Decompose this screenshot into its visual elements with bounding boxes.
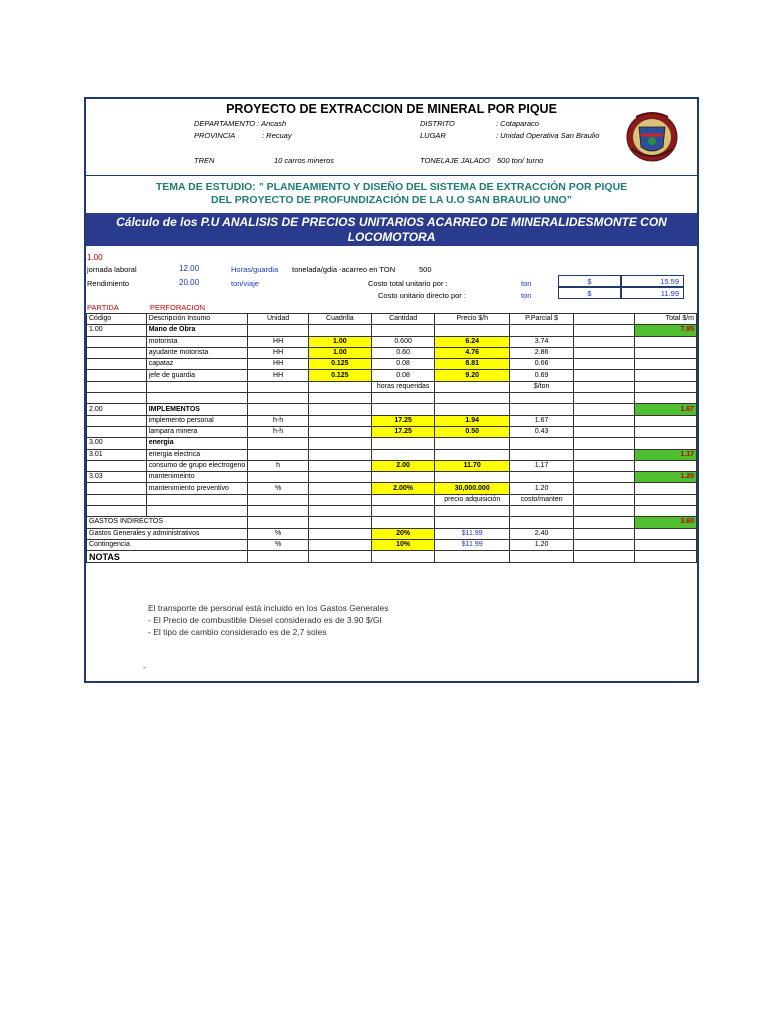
row-unit: h (248, 460, 309, 471)
costo-manten: costo/manten (509, 494, 573, 505)
row-cantidad: 0.600 (371, 336, 435, 347)
row-cantidad: 0.08 (371, 370, 435, 381)
row-unit: HH (248, 370, 309, 381)
row-cantidad: 20% (371, 528, 435, 539)
row-unit: % (248, 528, 309, 539)
table-row (87, 494, 697, 505)
row-cuadrilla: 0.125 (308, 359, 371, 370)
table-header-row (87, 314, 697, 325)
table-row (87, 528, 697, 539)
table-row (87, 336, 697, 347)
row-parcial: 0.43 (509, 426, 573, 437)
provincia-label: PROVINCIA (194, 131, 236, 140)
row-cantidad: 0.08 (371, 359, 435, 370)
header-precio: Precio $/h (435, 314, 509, 325)
rendimiento-unit: ton/viaje (231, 279, 259, 288)
row-cantidad: 17.25 (371, 426, 435, 437)
row-unit: HH (248, 336, 309, 347)
row-desc: capataz (146, 359, 248, 370)
row-unit: HH (248, 347, 309, 358)
jornada-value: 12.00 (179, 264, 200, 273)
tonelada-value: 500 (419, 265, 432, 274)
divider (86, 175, 697, 176)
row-precio: 11.70 (435, 460, 509, 471)
distrito-value: : Cotaparaco (496, 119, 539, 128)
row-cuadrilla: 1.00 (308, 336, 371, 347)
section-gastos-indirectos: GASTOS INDIRECTOS (87, 517, 248, 528)
costo-total-label: Costo total unitario por : (368, 279, 448, 288)
row-desc: Contingencia (87, 539, 248, 550)
row-code: 3.03 (87, 472, 147, 483)
note-3: - El tipo de cambio considerado es de 2,7 soles (148, 627, 327, 637)
table-row (87, 404, 697, 415)
spreadsheet-sheet (84, 97, 699, 683)
row-precio: 1.94 (435, 415, 509, 426)
section-mano-obra: Mano de Obra (146, 325, 248, 336)
tema-line-1: TEMA DE ESTUDIO: " PLANEAMIENTO Y DISEÑO DEL SISTEMA DE EXTRACCIÓN POR PIQUE (155, 181, 628, 193)
section-implementos: IMPLEMENTOS (146, 404, 248, 415)
row-desc: lampara minera (146, 426, 248, 437)
row-desc: motorista (146, 336, 248, 347)
costo-total-unit: ton (521, 279, 532, 288)
horas-requeridas: horas requeridas (371, 381, 435, 392)
row-code: 1.00 (87, 325, 147, 336)
row-unit: % (248, 539, 309, 550)
university-crest-logo (626, 109, 678, 163)
table-row (87, 393, 697, 404)
row-parcial: 0.69 (509, 370, 573, 381)
tonelaje-label: TONELAJE JALADO (420, 156, 490, 165)
row-cantidad: 10% (371, 539, 435, 550)
tren-label: TREN (194, 156, 215, 165)
table-row (87, 460, 697, 471)
gastos-total: 3.60 (635, 517, 697, 528)
rendimiento-label: Rendimiento (87, 279, 130, 288)
cost-table (86, 313, 697, 563)
row-precio: $11.99 (435, 528, 509, 539)
row-code: 3.00 (87, 438, 147, 449)
row-precio: 4.76 (435, 347, 509, 358)
mano-obra-total: 7.95 (635, 325, 697, 336)
banner-line-2: LOCOMOTORA (347, 230, 436, 244)
section-energia: energia (146, 438, 248, 449)
row-cuadrilla: 1.00 (308, 347, 371, 358)
row-cantidad: 0.60 (371, 347, 435, 358)
row-parcial: 1.20 (509, 539, 573, 550)
departamento: DEPARTAMENTO : Ancash (194, 119, 287, 128)
row-precio: 0.50 (435, 426, 509, 437)
row-cuadrilla: 0.125 (308, 370, 371, 381)
costo-total-value: 15.59 (621, 275, 684, 287)
distrito-label: DISTRITO (420, 119, 455, 128)
rendimiento-value: 20.00 (179, 278, 200, 287)
project-title: PROYECTO DE EXTRACCION DE MINERAL POR PIQUE (226, 102, 557, 116)
row-desc: Gastos Generales y administrativos (87, 528, 248, 539)
banner-line-1: Cálculo de los P.U ANALISIS DE PRECIOS UNITARIOS ACARREO DE MINERALIDESMONTE CON (116, 215, 667, 229)
jornada-label: jornada laboral (87, 265, 137, 274)
costo-directo-value: 11.99 (621, 287, 684, 299)
tonelada-text: tonelada/gdia -acarreo en TON (292, 265, 396, 274)
row-parcial: 2.86 (509, 347, 573, 358)
costo-directo-currency: $ (558, 287, 621, 299)
energia-total: 1.17 (635, 449, 697, 460)
provincia-value: : Recuay (262, 131, 292, 140)
table-row (87, 449, 697, 460)
tema-line-2: DEL PROYECTO DE PROFUNDIZACIÓN DE LA U.O SAN BRAULIO UNO” (211, 194, 572, 206)
mantenimiento-total: 1.20 (635, 472, 697, 483)
jornada-unit: Horas/guardia (231, 265, 279, 274)
row-precio: 6.24 (435, 336, 509, 347)
table-row (87, 426, 697, 437)
row-desc: energia electrica (146, 449, 248, 460)
row-code: 2.00 (87, 404, 147, 415)
ston-label: $/ton (509, 381, 573, 392)
table-row (87, 415, 697, 426)
calculation-banner (86, 213, 697, 246)
header-empty (574, 314, 635, 325)
header-codigo: Código (87, 314, 147, 325)
tren-value: 10 carros mineros (274, 156, 335, 165)
row-parcial: 1.17 (509, 460, 573, 471)
header-unidad: Unidad (248, 314, 309, 325)
note-1: El transporte de personal está incluido en los Gastos Generales (148, 603, 389, 613)
row-parcial: 1.20 (509, 483, 573, 494)
header-cantidad: Cantidad (371, 314, 435, 325)
row-parcial: 0.66 (509, 359, 573, 370)
row-desc: ayudante motorista (146, 347, 248, 358)
header-descripcion: Descripción Insumo (146, 314, 248, 325)
partida-label: PARTIDA (87, 303, 119, 312)
table-row (87, 506, 697, 517)
implementos-total: 1.67 (635, 404, 697, 415)
table-row (87, 359, 697, 370)
precio-adquisicion: precio adquisición (435, 494, 509, 505)
row-unit: h-h (248, 426, 309, 437)
table-row (87, 539, 697, 550)
row-unit: HH (248, 359, 309, 370)
header-cuadrilla: Cuadrilla (308, 314, 371, 325)
partida-value: PERFORACION (150, 303, 206, 312)
table-row (87, 325, 697, 336)
row-desc: consumo de grupo electrogeno (146, 460, 248, 471)
row-desc: mantenimiento preventivo (146, 483, 248, 494)
row-precio: 8.81 (435, 359, 509, 370)
row-precio: 9.20 (435, 370, 509, 381)
item-number: 1.00 (87, 253, 103, 262)
row-parcial: 2.40 (509, 528, 573, 539)
row-precio: $11.99 (435, 539, 509, 550)
table-row (87, 483, 697, 494)
costo-total-currency: $ (558, 275, 621, 287)
tonelaje-value: 500 ton/ turno (497, 156, 544, 165)
dash-mark: - (143, 662, 146, 672)
header-total: Total $/m (635, 314, 697, 325)
lugar-label: LUGAR (420, 131, 446, 140)
table-row (87, 551, 697, 562)
table-row (87, 438, 697, 449)
table-row (87, 347, 697, 358)
table-row (87, 472, 697, 483)
row-cantidad: 2.00% (371, 483, 435, 494)
notas-label: NOTAS (87, 551, 248, 562)
costo-directo-unit: ton (521, 291, 532, 300)
row-cantidad: 2.00 (371, 460, 435, 471)
header-parcial: P.Parcial $ (509, 314, 573, 325)
row-parcial: 3.74 (509, 336, 573, 347)
row-code: 3.01 (87, 449, 147, 460)
lugar-value: : Unidad Operativa San Braulio (496, 131, 600, 140)
row-desc: mantenimeinto (146, 472, 248, 483)
row-unit: h-h (248, 415, 309, 426)
row-unit: % (248, 483, 309, 494)
costo-directo-label: Costo unitario directo por : (378, 291, 466, 300)
note-2: - El Precio de combustible Diesel considerado es de 3.90 $/Gl (148, 615, 382, 625)
row-desc: jefe de guardia (146, 370, 248, 381)
table-row (87, 517, 697, 528)
row-cantidad: 17.25 (371, 415, 435, 426)
table-row (87, 370, 697, 381)
row-precio: 30,000.000 (435, 483, 509, 494)
row-parcial: 1.67 (509, 415, 573, 426)
table-row (87, 381, 697, 392)
row-desc: implemento personal (146, 415, 248, 426)
